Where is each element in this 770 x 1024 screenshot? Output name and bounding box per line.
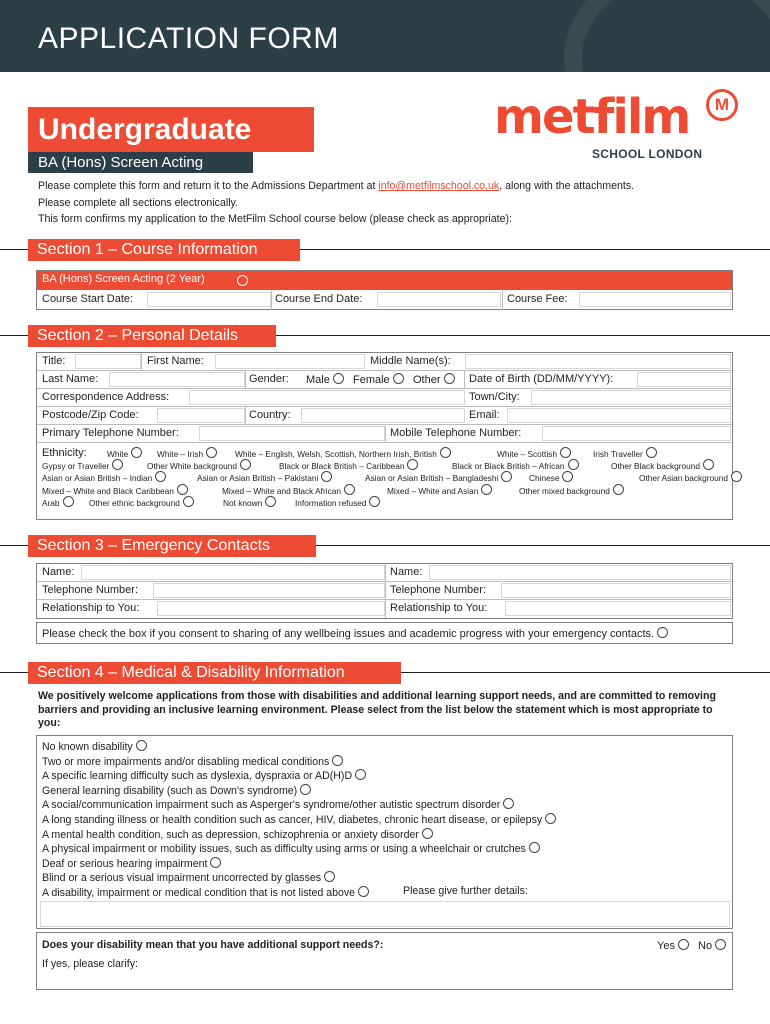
further-details-label: Please give further details: bbox=[403, 885, 528, 897]
contact1-name-field[interactable] bbox=[81, 565, 385, 580]
other-radio[interactable] bbox=[444, 373, 455, 384]
last-name-field[interactable] bbox=[109, 372, 245, 387]
ethnicity-option-label: Other Asian background bbox=[639, 473, 729, 484]
support-no bbox=[698, 939, 726, 952]
ethnicity-option-label: Irish Traveller bbox=[593, 449, 643, 459]
course-option-checkbox[interactable] bbox=[237, 275, 248, 286]
contact2-phone-label: Telephone Number: bbox=[390, 584, 487, 596]
ethnicity-option bbox=[89, 496, 194, 508]
address-label: Correspondence Address: bbox=[42, 391, 170, 403]
ethnicity-option-label: Other Black background bbox=[611, 461, 701, 472]
clarify-label: If yes, please clarify: bbox=[42, 958, 138, 970]
course-fee-label: Course Fee: bbox=[507, 293, 568, 305]
disability-radio[interactable] bbox=[529, 842, 540, 853]
course-option-row bbox=[37, 271, 732, 290]
contact-relationship-row bbox=[37, 600, 732, 618]
ethnicity-radio[interactable] bbox=[440, 447, 451, 458]
ethnicity-radio[interactable] bbox=[369, 496, 380, 507]
country-label: Country: bbox=[249, 409, 291, 421]
ethnicity-option-label: Mixed – White and Black Caribbean bbox=[42, 485, 174, 496]
disability-radio[interactable] bbox=[503, 798, 514, 809]
contact-phone-row bbox=[37, 582, 732, 600]
ethnicity-option bbox=[295, 496, 380, 508]
ethnicity-radio[interactable] bbox=[183, 496, 194, 507]
emergency-contacts-table bbox=[36, 563, 733, 619]
disability-radio[interactable] bbox=[355, 769, 366, 780]
ethnicity-option-label: Asian or Asian British – Indian bbox=[42, 473, 153, 484]
intro-line-1 bbox=[38, 180, 634, 192]
contact1-relationship-field[interactable] bbox=[157, 601, 385, 616]
ethnicity-radio[interactable] bbox=[731, 471, 742, 482]
intro-line-2: Please complete all sections electronically. bbox=[38, 197, 239, 209]
personal-details-table bbox=[36, 352, 733, 520]
metfilm-logo bbox=[494, 89, 730, 161]
consent-row bbox=[42, 627, 668, 640]
ethnicity-option bbox=[593, 447, 657, 459]
disability-option bbox=[42, 828, 433, 841]
disability-option bbox=[42, 842, 540, 855]
ethnicity-option bbox=[519, 484, 624, 496]
ethnicity-option-label: Black or Black British – African bbox=[452, 461, 565, 472]
ethnicity-option bbox=[279, 459, 418, 471]
ethnicity-radio[interactable] bbox=[112, 459, 123, 470]
admissions-email-link[interactable]: info@metfilmschool.co.uk bbox=[378, 180, 500, 192]
disability-option bbox=[42, 857, 221, 870]
male-label: Male bbox=[306, 374, 330, 386]
disability-option-label: A long standing illness or health condition such as cancer, HIV, diabetes, chronic heart disease, or epilepsy bbox=[42, 814, 543, 826]
section-2-title: Section 2 – Personal Details bbox=[37, 327, 238, 344]
ethnicity-option-label: Asian or Asian British – Pakistani bbox=[197, 473, 319, 484]
last-name-label: Last Name: bbox=[42, 373, 99, 385]
title-field[interactable] bbox=[75, 354, 141, 369]
ethnicity-radio[interactable] bbox=[155, 471, 166, 482]
ethnicity-option-label: Arab bbox=[42, 497, 60, 508]
disability-option-label: Blind or a serious visual impairment uncorrected by glasses bbox=[42, 872, 322, 885]
ethnicity-option bbox=[107, 447, 142, 459]
section-4-heading bbox=[28, 662, 401, 684]
disability-option bbox=[42, 871, 335, 884]
logo-word: metfilm bbox=[494, 89, 690, 145]
section-4-title: Section 4 – Medical & Disability Information bbox=[37, 664, 345, 681]
section-3-heading bbox=[28, 535, 316, 557]
yes-radio[interactable] bbox=[678, 939, 689, 950]
ethnicity-option-label: Not known bbox=[223, 497, 263, 508]
email-label: Email: bbox=[469, 409, 500, 421]
ethnicity-option bbox=[42, 496, 74, 508]
disability-option-label: A specific learning difficulty such as dyslexia, dyspraxia or AD(H)D bbox=[42, 770, 353, 783]
contact2-phone-field[interactable] bbox=[501, 583, 731, 598]
disability-option bbox=[42, 740, 147, 753]
section-1-title: Section 1 – Course Information bbox=[37, 241, 258, 258]
ethnicity-option bbox=[147, 459, 251, 471]
disability-option bbox=[42, 798, 514, 811]
gender-female bbox=[353, 373, 404, 386]
ethnicity-option bbox=[387, 484, 492, 496]
disability-radio[interactable] bbox=[324, 871, 335, 882]
ethnicity-radio[interactable] bbox=[501, 471, 512, 482]
town-label: Town/City: bbox=[469, 391, 520, 403]
ethnicity-option bbox=[497, 447, 571, 459]
ethnicity-block bbox=[37, 443, 732, 519]
contact2-relationship-field[interactable] bbox=[505, 601, 731, 616]
first-name-label: First Name: bbox=[147, 355, 204, 367]
other-label: Other bbox=[413, 374, 441, 386]
section-4-intro: We positively welcome applications from those with disabilities and additional learning support needs, and are committed to removing barriers and providing an inclusive learning environment. Please select from the list below the statement which is most appropriate to you: bbox=[38, 690, 716, 729]
middle-names-field[interactable] bbox=[465, 354, 731, 369]
ethnicity-radio[interactable] bbox=[177, 484, 188, 495]
section-3-title: Section 3 – Emergency Contacts bbox=[37, 537, 271, 554]
primary-phone-field[interactable] bbox=[199, 426, 385, 441]
disability-option bbox=[42, 886, 369, 899]
logo-badge: M bbox=[706, 89, 738, 121]
contact2-name-field[interactable] bbox=[429, 565, 731, 580]
ethnicity-option bbox=[157, 447, 217, 459]
ethnicity-option-label: Other ethnic background bbox=[89, 497, 180, 508]
disability-option bbox=[42, 813, 556, 826]
disability-option bbox=[42, 755, 343, 768]
disability-option-label: Deaf or serious hearing impairment bbox=[42, 857, 208, 870]
female-radio[interactable] bbox=[393, 373, 404, 384]
female-label: Female bbox=[353, 374, 390, 386]
contact1-relationship-label: Relationship to You: bbox=[42, 602, 140, 614]
address-row bbox=[37, 389, 732, 407]
intro-line-3: This form confirms my application to the MetFilm School course below (please check as appropriate): bbox=[38, 213, 512, 225]
consent-box bbox=[36, 622, 733, 644]
disability-radio[interactable] bbox=[358, 886, 369, 897]
no-label: No bbox=[698, 940, 713, 952]
ethnicity-radio[interactable] bbox=[321, 471, 332, 482]
ethnicity-option-label: Black or Black British – Caribbean bbox=[279, 461, 405, 472]
gender-label: Gender: bbox=[249, 373, 289, 385]
ethnicity-option-label: Mixed – White and Asian bbox=[387, 485, 479, 496]
ethnicity-radio[interactable] bbox=[568, 459, 579, 470]
gender-male bbox=[306, 373, 344, 386]
ethnicity-radio[interactable] bbox=[407, 459, 418, 470]
intro-text: Please complete this form and return it to the Admissions Department at bbox=[38, 180, 379, 192]
logo-subtitle: SCHOOL LONDON bbox=[592, 147, 703, 161]
course-dates-row bbox=[37, 290, 732, 310]
watermark-logo bbox=[564, 0, 770, 72]
dob-field[interactable] bbox=[637, 372, 731, 387]
ethnicity-radio[interactable] bbox=[206, 447, 217, 458]
yes-label: Yes bbox=[657, 940, 675, 952]
ethnicity-radio[interactable] bbox=[131, 447, 142, 458]
dob-label: Date of Birth (DD/MM/YYYY): bbox=[469, 373, 614, 385]
ethnicity-option-label: Gypsy or Traveller bbox=[42, 461, 110, 472]
section-2-heading bbox=[28, 325, 276, 347]
postcode-row bbox=[37, 407, 732, 425]
first-name-field[interactable] bbox=[215, 354, 365, 369]
postcode-field[interactable] bbox=[157, 408, 245, 423]
ethnicity-option-label: White – English, Welsh, Scottish, Northern Irish, British bbox=[235, 449, 437, 459]
disability-option-label: A disability, impairment or medical condition that is not listed above bbox=[42, 887, 356, 899]
ethnicity-option bbox=[365, 471, 512, 483]
ethnicity-radio[interactable] bbox=[562, 471, 573, 482]
ethnicity-option-label: White bbox=[107, 449, 129, 459]
contact1-phone-label: Telephone Number: bbox=[42, 584, 139, 596]
disability-option bbox=[42, 769, 366, 782]
disability-option-label: Two or more impairments and/or disabling medical conditions bbox=[42, 755, 330, 768]
page-title: APPLICATION FORM bbox=[38, 22, 339, 55]
disability-radio[interactable] bbox=[136, 740, 147, 751]
primary-phone-label: Primary Telephone Number: bbox=[42, 427, 179, 439]
ethnicity-option bbox=[639, 471, 742, 483]
support-needs-box bbox=[36, 932, 733, 990]
disability-radio[interactable] bbox=[422, 828, 433, 839]
course-start-label: Course Start Date: bbox=[42, 293, 134, 305]
disability-option-label: General learning disability (such as Down's syndrome) bbox=[42, 784, 298, 797]
ethnicity-option-label: Information refused bbox=[295, 497, 367, 508]
mobile-field[interactable] bbox=[542, 426, 731, 441]
postcode-label: Postcode/Zip Code: bbox=[42, 409, 139, 421]
support-yes bbox=[657, 939, 689, 952]
ethnicity-option bbox=[223, 496, 276, 508]
course-info-table bbox=[36, 270, 733, 310]
ethnicity-option bbox=[452, 459, 579, 471]
ethnicity-radio[interactable] bbox=[63, 496, 74, 507]
disability-radio[interactable] bbox=[332, 755, 343, 766]
contact1-name-label: Name: bbox=[42, 566, 75, 578]
gender-other bbox=[413, 373, 455, 386]
town-field[interactable] bbox=[531, 390, 731, 405]
ethnicity-radio[interactable] bbox=[613, 484, 624, 495]
ethnicity-radio[interactable] bbox=[344, 484, 355, 495]
name-row-1 bbox=[37, 353, 732, 371]
address-field[interactable] bbox=[189, 390, 465, 405]
contact2-name-label: Name: bbox=[390, 566, 423, 578]
phone-row bbox=[37, 425, 732, 443]
course-fee-field[interactable] bbox=[579, 292, 731, 307]
email-field[interactable] bbox=[507, 408, 731, 423]
ethnicity-radio[interactable] bbox=[265, 496, 276, 507]
country-field[interactable] bbox=[301, 408, 465, 423]
ethnicity-radio[interactable] bbox=[481, 484, 492, 495]
ethnicity-option bbox=[611, 459, 714, 471]
ethnicity-radio[interactable] bbox=[240, 459, 251, 470]
course-end-label: Course End Date: bbox=[275, 293, 363, 305]
ethnicity-option-label: White – Irish bbox=[157, 449, 204, 459]
disability-option-label: A social/communication impairment such as Asperger's syndrome/other autistic spectrum disorder bbox=[42, 799, 501, 812]
level-banner: Undergraduate bbox=[28, 107, 314, 152]
ethnicity-option-label: Asian or Asian British – Bangladeshi bbox=[365, 473, 499, 484]
no-radio[interactable] bbox=[715, 939, 726, 950]
ethnicity-option bbox=[222, 484, 355, 496]
ethnicity-label: Ethnicity: bbox=[42, 447, 87, 459]
ethnicity-radio[interactable] bbox=[703, 459, 714, 470]
ethnicity-radio[interactable] bbox=[646, 447, 657, 458]
disability-option-label: A physical impairment or mobility issues, such as difficulty using arms or using a wheelchair or crutches bbox=[42, 843, 526, 856]
further-details-field[interactable] bbox=[40, 901, 730, 927]
course-option-label: BA (Hons) Screen Acting (2 Year) bbox=[42, 273, 205, 285]
consent-checkbox[interactable] bbox=[657, 627, 668, 638]
ethnicity-option-label: Chinese bbox=[529, 473, 560, 484]
course-start-field[interactable] bbox=[147, 292, 271, 307]
contact1-phone-field[interactable] bbox=[153, 583, 385, 598]
ethnicity-option-label: Mixed – White and Black African bbox=[222, 485, 341, 496]
ethnicity-option bbox=[42, 484, 188, 496]
disability-option-label: A mental health condition, such as depression, schizophrenia or anxiety disorder bbox=[42, 828, 419, 841]
disability-radio[interactable] bbox=[545, 813, 556, 824]
disability-option-label: No known disability bbox=[42, 741, 133, 753]
course-banner: BA (Hons) Screen Acting bbox=[28, 152, 253, 173]
ethnicity-option bbox=[42, 459, 123, 471]
ethnicity-option-label: Other mixed background bbox=[519, 485, 610, 496]
ethnicity-option bbox=[42, 471, 166, 483]
male-radio[interactable] bbox=[333, 373, 344, 384]
intro-text-end: , along with the attachments. bbox=[499, 180, 635, 192]
ethnicity-radio[interactable] bbox=[560, 447, 571, 458]
contact2-relationship-label: Relationship to You: bbox=[390, 602, 488, 614]
ethnicity-option bbox=[235, 447, 451, 459]
title-label: Title: bbox=[42, 355, 66, 367]
disability-radio[interactable] bbox=[210, 857, 221, 868]
disability-option bbox=[42, 784, 311, 797]
section-1-heading bbox=[28, 239, 300, 261]
ethnicity-option-label: White – Scottish bbox=[497, 449, 557, 459]
course-end-field[interactable] bbox=[377, 292, 501, 307]
ethnicity-option-label: Other White background bbox=[147, 461, 237, 472]
contact-name-row bbox=[37, 564, 732, 582]
support-question: Does your disability mean that you have additional support needs?: bbox=[42, 939, 384, 951]
ethnicity-option bbox=[529, 471, 573, 483]
disability-radio[interactable] bbox=[300, 784, 311, 795]
ethnicity-option bbox=[197, 471, 332, 483]
consent-label: Please check the box if you consent to sharing of any wellbeing issues and academic progress with your emergency contacts. bbox=[42, 628, 655, 640]
header-banner bbox=[0, 0, 770, 72]
middle-names-label: Middle Name(s): bbox=[370, 355, 451, 367]
mobile-label: Mobile Telephone Number: bbox=[390, 427, 522, 439]
name-row-2 bbox=[37, 371, 732, 389]
